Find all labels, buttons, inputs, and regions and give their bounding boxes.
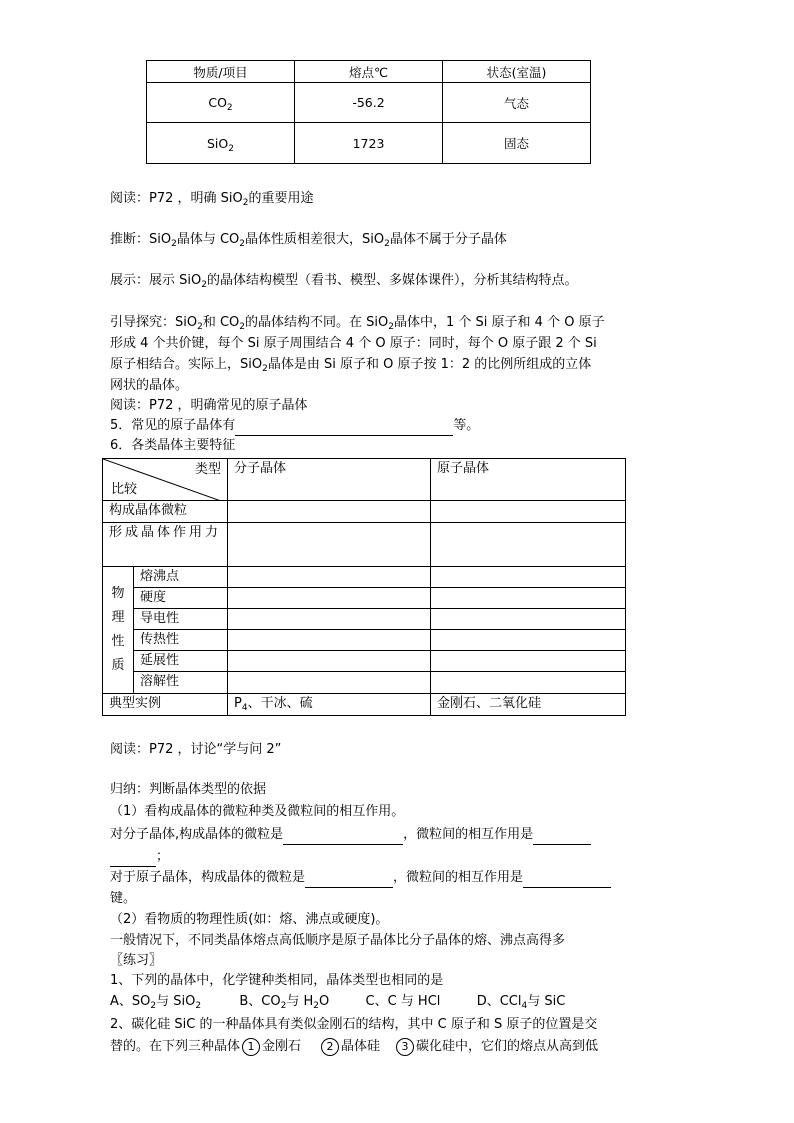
corner-bottom-label: 比较 [111,482,138,497]
subscript: 2 [226,103,233,113]
corner-header [103,459,228,501]
substance-co2 [147,83,295,123]
question-1: 1、下列的晶体中，化学键种类相同，晶体类型也相同的是 [110,973,444,988]
text: 的晶体结构模型（看书、模型、多媒体课件），分析其结构特点。 [206,273,578,288]
cell-blank[interactable] [431,651,626,672]
subscript: 4 [521,1001,528,1011]
text: 晶体不属于分子晶体 [389,232,507,247]
melting-point-table [146,60,591,164]
text: ，微粒间的相互作用是 [393,870,524,885]
text: 展示：展示 SiO [110,273,202,288]
item-5 [110,416,479,436]
subscript: 2 [242,198,249,208]
cell-blank[interactable] [228,501,431,523]
row-label-solubility: 溶解性 [134,672,228,694]
subscript: 2 [239,322,246,332]
cell-blank[interactable] [431,630,626,651]
row-label-ductility: 延展性 [134,651,228,672]
cell-blank[interactable] [431,501,626,523]
crystal-features-table [102,458,626,716]
circled-number: 1 [242,1038,260,1056]
table-row [103,588,626,609]
cell-blank[interactable] [431,609,626,630]
read-line-3: 阅读：P72 ，讨论“学与问 2” [110,742,282,757]
text: 碳化硅中，它们的熔点从高到低 [416,1039,599,1054]
text: 等。 [453,418,480,433]
row-label-force: 形成晶体作用力 [103,523,228,567]
circled-number: 2 [321,1038,339,1056]
text: B、CO [239,994,281,1009]
state-co2: 气态 [443,83,591,123]
example-atomic: 金刚石、二氧化硅 [431,694,626,716]
text: 对分子晶体,构成晶体的微粒是 [110,827,284,842]
guide-line-4: 网状的晶体。 [110,378,189,393]
subscript: 2 [313,1001,319,1011]
subscript: 2 [195,1001,202,1011]
option-d[interactable] [477,994,566,1009]
answer-blank[interactable] [533,830,591,845]
state-sio2: 固态 [443,123,591,164]
text: 阅读：P72 ，明确 SiO [110,191,243,206]
mp-co2: -56.2 [295,83,443,123]
char: 质 [111,658,125,673]
table-row [103,694,626,716]
practice-heading: 〖练习〗 [110,953,163,968]
option-b[interactable] [239,994,329,1009]
text: A、SO [110,994,151,1009]
option-a[interactable] [110,994,201,1009]
text: 的晶体结构不同。在 SiO [245,315,389,330]
question-1-options [110,992,565,1012]
text: P [234,696,242,711]
table-row [103,501,626,523]
text: 晶体与 CO [176,232,240,247]
char: 物 [111,586,125,601]
cell-blank[interactable] [228,588,431,609]
text: O [319,994,330,1009]
text: 对于原子晶体，构成晶体的微粒是 [110,870,306,885]
subscript: 2 [280,1001,287,1011]
text: 替的。在下列三种晶体 [110,1039,241,1054]
table-row [103,609,626,630]
atomic-crystal-question-cont: 键。 [110,891,137,906]
text: ； [156,849,170,864]
col-atomic: 原子晶体 [431,459,626,501]
row-label-melting: 熔沸点 [134,567,228,588]
text: 5．常见的原子晶体有 [110,418,236,433]
text: 晶体中，1 个 Si 原子和 4 个 O 原子 [394,315,605,330]
text: 原子相结合。实际上，SiO [110,357,263,372]
subscript: 2 [262,364,268,374]
answer-blank[interactable] [523,873,611,888]
header-melting-point: 熔点℃ [295,61,443,83]
formula-text: SiO [207,135,229,151]
text: 和 CO [202,315,240,330]
table-row [103,630,626,651]
answer-blank[interactable] [305,873,393,888]
text: 引导探究：SiO [110,315,198,330]
row-label-examples: 典型实例 [103,694,228,716]
subscript: 4 [241,703,248,713]
table-row [103,672,626,694]
text: 推断：SiO [110,232,172,247]
cell-blank[interactable] [228,609,431,630]
row-label-hardness: 硬度 [134,588,228,609]
cell-blank[interactable] [228,630,431,651]
summary-point-2: （2）看物质的物理性质(如：熔、沸点或硬度)。 [110,912,389,927]
header-state: 状态(室温) [443,61,591,83]
summary-point-1: （1）看构成晶体的微粒种类及微粒间的相互作用。 [110,804,405,819]
subscript: 2 [388,322,394,332]
subscript: 2 [197,322,203,332]
summary-heading: 归纳：判断晶体类型的依据 [110,782,267,797]
corner-top-label: 类型 [195,462,222,477]
text: 金刚石 [262,1039,302,1054]
col-molecular: 分子晶体 [228,459,431,501]
subscript: 2 [228,143,234,154]
example-molecular [228,694,431,716]
infer-line [110,230,507,250]
text: 晶体硅 [341,1039,381,1054]
cell-blank[interactable] [228,567,431,588]
guide-line-2: 形成 4 个共价键，每个 Si 原子周围结合 4 个 O 原子：同时，每个 O 原子跟 2 个 Si [110,336,597,351]
cell-blank[interactable] [431,672,626,694]
cell-blank[interactable] [228,672,431,694]
row-label-particles: 构成晶体微粒 [103,501,228,523]
show-line [110,271,577,291]
read-line-1 [110,189,314,209]
physical-properties-label [103,567,134,694]
option-c[interactable]: C、C 与 HCl [365,994,441,1009]
read-line-2: 阅读：P72 ，明确常见的原子晶体 [110,398,308,413]
text: 、干冰、硫 [247,696,313,711]
answer-blank[interactable] [283,830,403,845]
subscript: 2 [384,239,390,249]
mp-sio2: 1723 [295,123,443,164]
answer-blank[interactable] [110,852,156,867]
subscript: 2 [239,239,246,249]
text: 晶体性质相差很大，SiO [245,232,385,247]
cell-blank[interactable] [431,567,626,588]
text: 与 H [286,994,314,1009]
substance-sio2 [147,123,295,164]
cell-blank[interactable] [431,523,626,567]
molecular-crystal-question [110,825,591,845]
row-label-heat: 传热性 [134,630,228,651]
header-substance: 物质/项目 [147,61,295,83]
subscript: 2 [171,239,177,249]
item-6: 6．各类晶体主要特征 [110,438,236,453]
subscript: 2 [201,280,207,290]
row-label-conductivity: 导电性 [134,609,228,630]
answer-blank[interactable] [235,421,453,436]
formula-text: CO [208,95,227,110]
question-2-line-2 [110,1037,598,1057]
subscript: 2 [150,1001,157,1011]
table-row [147,123,591,164]
cell-blank[interactable] [228,651,431,672]
table-row [147,83,591,123]
table-row [103,567,626,588]
table-row [103,651,626,672]
text: ，微粒间的相互作用是 [403,827,534,842]
question-2-line-1: 2、碳化硅 SiC 的一种晶体具有类似金刚石的结构，其中 C 原子和 S 原子的位置是交 [110,1017,598,1032]
char: 理 [111,610,125,625]
text: 晶体是由 Si 原子和 O 原子按 1：2 的比例所组成的立体 [267,357,592,372]
summary-conclusion: 一般情况下，不同类晶体熔点高低顺序是原子晶体比分子晶体的熔、沸点高得多 [110,933,566,948]
text: D、CCl [476,994,522,1009]
molecular-crystal-question-cont [110,847,169,867]
char: 性 [111,634,125,649]
text: 的重要用途 [248,191,314,206]
text: 与 SiO [156,994,196,1009]
cell-blank[interactable] [431,588,626,609]
guide-line-1 [110,313,605,333]
atomic-crystal-question [110,868,611,888]
guide-line-3 [110,355,591,375]
circled-number: 3 [396,1038,414,1056]
cell-blank[interactable] [228,523,431,567]
text: 与 SiC [527,994,566,1009]
table-row [103,523,626,567]
